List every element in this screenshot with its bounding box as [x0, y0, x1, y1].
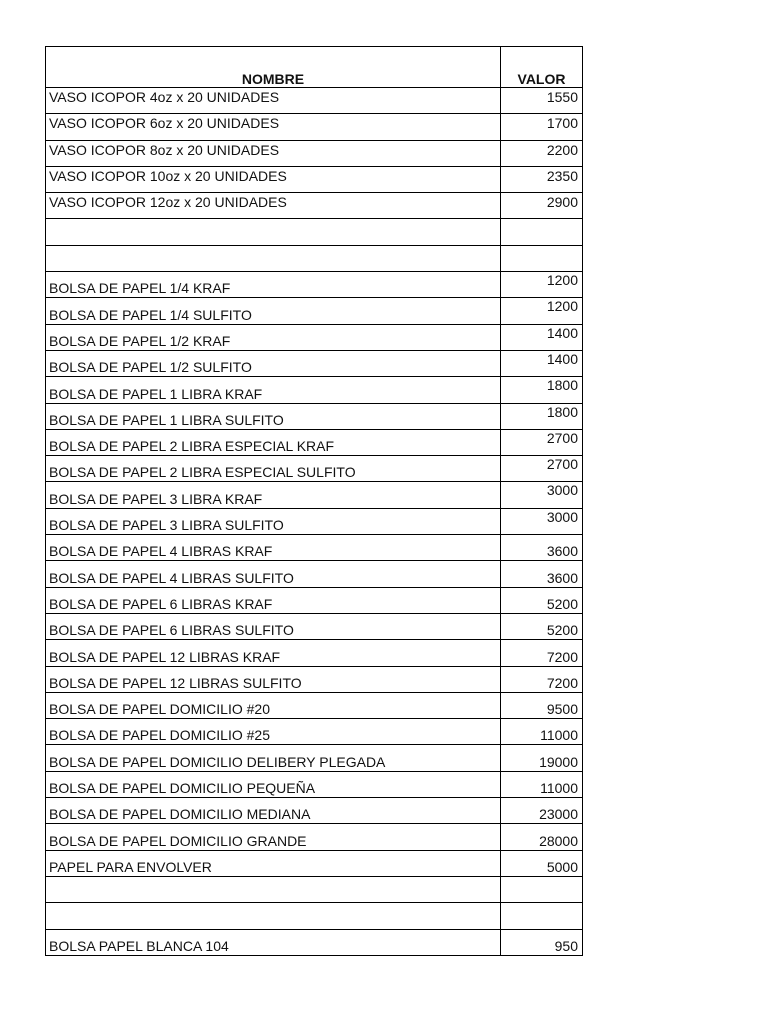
cell-valor: 2350: [501, 166, 583, 192]
cell-valor: 1200: [501, 298, 583, 324]
cell-nombre: [46, 219, 501, 245]
cell-nombre: BOLSA DE PAPEL 12 LIBRAS SULFITO: [46, 666, 501, 692]
cell-valor: 2900: [501, 193, 583, 219]
table-row: [46, 350, 583, 376]
cell-nombre: [46, 876, 501, 902]
table-row: [46, 245, 583, 271]
table-row: [46, 876, 583, 902]
cell-valor: [501, 245, 583, 271]
cell-nombre: BOLSA DE PAPEL 12 LIBRAS KRAF: [46, 640, 501, 666]
cell-nombre: BOLSA DE PAPEL 1/2 KRAF: [46, 324, 501, 350]
table-row: [46, 88, 583, 114]
cell-nombre: BOLSA DE PAPEL 1 LIBRA KRAF: [46, 377, 501, 403]
table-row: [46, 482, 583, 508]
cell-valor: 19000: [501, 745, 583, 771]
table-row: [46, 508, 583, 534]
cell-nombre: [46, 903, 501, 929]
cell-valor: 9500: [501, 692, 583, 718]
cell-nombre: BOLSA DE PAPEL DOMICILIO GRANDE: [46, 824, 501, 850]
table-row: [46, 824, 583, 850]
table-row: [46, 613, 583, 639]
cell-nombre: BOLSA DE PAPEL 1/4 KRAF: [46, 272, 501, 298]
cell-nombre: BOLSA DE PAPEL 6 LIBRAS KRAF: [46, 587, 501, 613]
cell-nombre: BOLSA DE PAPEL 4 LIBRAS SULFITO: [46, 561, 501, 587]
table-row: [46, 771, 583, 797]
cell-nombre: BOLSA DE PAPEL 1/2 SULFITO: [46, 350, 501, 376]
column-header-nombre: NOMBRE: [46, 47, 501, 88]
cell-valor: [501, 876, 583, 902]
cell-nombre: BOLSA DE PAPEL 2 LIBRA ESPECIAL SULFITO: [46, 456, 501, 482]
cell-valor: 3600: [501, 535, 583, 561]
table-row: [46, 587, 583, 613]
cell-valor: 1200: [501, 272, 583, 298]
cell-valor: 1550: [501, 88, 583, 114]
table-row: [46, 429, 583, 455]
table-row: [46, 324, 583, 350]
cell-valor: 7200: [501, 666, 583, 692]
cell-nombre: BOLSA DE PAPEL 1 LIBRA SULFITO: [46, 403, 501, 429]
cell-nombre: [46, 245, 501, 271]
table-header-row: [46, 47, 583, 88]
cell-valor: 2200: [501, 140, 583, 166]
cell-nombre: BOLSA DE PAPEL DOMICILIO MEDIANA: [46, 798, 501, 824]
table-row: [46, 403, 583, 429]
cell-nombre: BOLSA DE PAPEL DOMICILIO PEQUEÑA: [46, 771, 501, 797]
cell-nombre: BOLSA DE PAPEL 4 LIBRAS KRAF: [46, 535, 501, 561]
cell-nombre: BOLSA DE PAPEL 2 LIBRA ESPECIAL KRAF: [46, 429, 501, 455]
table-row: [46, 929, 583, 955]
table-row: [46, 272, 583, 298]
table-row: [46, 719, 583, 745]
cell-nombre: BOLSA PAPEL BLANCA 104: [46, 929, 501, 955]
cell-nombre: BOLSA DE PAPEL 3 LIBRA KRAF: [46, 482, 501, 508]
cell-valor: 5000: [501, 850, 583, 876]
table-row: [46, 298, 583, 324]
cell-nombre: VASO ICOPOR 12oz x 20 UNIDADES: [46, 193, 501, 219]
cell-valor: 2700: [501, 456, 583, 482]
cell-valor: 7200: [501, 640, 583, 666]
table-row: [46, 850, 583, 876]
cell-nombre: VASO ICOPOR 8oz x 20 UNIDADES: [46, 140, 501, 166]
table-row: [46, 903, 583, 929]
cell-nombre: BOLSA DE PAPEL DOMICILIO #25: [46, 719, 501, 745]
table-row: [46, 456, 583, 482]
cell-valor: 3000: [501, 508, 583, 534]
cell-valor: 1700: [501, 114, 583, 140]
cell-valor: 11000: [501, 719, 583, 745]
table-row: [46, 798, 583, 824]
table-row: [46, 561, 583, 587]
cell-nombre: BOLSA DE PAPEL 3 LIBRA SULFITO: [46, 508, 501, 534]
cell-valor: 3600: [501, 561, 583, 587]
table-row: [46, 166, 583, 192]
cell-nombre: VASO ICOPOR 10oz x 20 UNIDADES: [46, 166, 501, 192]
cell-valor: 11000: [501, 771, 583, 797]
table-body: [46, 88, 583, 956]
table-row: [46, 377, 583, 403]
table-row: [46, 692, 583, 718]
cell-valor: 2700: [501, 429, 583, 455]
table-row: [46, 193, 583, 219]
cell-valor: 1800: [501, 377, 583, 403]
cell-nombre: BOLSA DE PAPEL 6 LIBRAS SULFITO: [46, 613, 501, 639]
cell-valor: 23000: [501, 798, 583, 824]
cell-valor: 950: [501, 929, 583, 955]
cell-nombre: BOLSA DE PAPEL 1/4 SULFITO: [46, 298, 501, 324]
cell-valor: 3000: [501, 482, 583, 508]
table-row: [46, 640, 583, 666]
cell-valor: [501, 903, 583, 929]
table-row: [46, 745, 583, 771]
cell-valor: 5200: [501, 587, 583, 613]
table-row: [46, 219, 583, 245]
table-row: [46, 666, 583, 692]
cell-valor: 5200: [501, 613, 583, 639]
cell-nombre: VASO ICOPOR 4oz x 20 UNIDADES: [46, 88, 501, 114]
cell-valor: 1800: [501, 403, 583, 429]
cell-valor: 28000: [501, 824, 583, 850]
cell-valor: 1400: [501, 324, 583, 350]
cell-nombre: BOLSA DE PAPEL DOMICILIO #20: [46, 692, 501, 718]
cell-nombre: PAPEL PARA ENVOLVER: [46, 850, 501, 876]
table-row: [46, 535, 583, 561]
cell-nombre: VASO ICOPOR 6oz x 20 UNIDADES: [46, 114, 501, 140]
column-header-valor: VALOR: [501, 47, 583, 88]
price-table: [45, 46, 583, 956]
table-row: [46, 114, 583, 140]
cell-valor: [501, 219, 583, 245]
cell-nombre: BOLSA DE PAPEL DOMICILIO DELIBERY PLEGADA: [46, 745, 501, 771]
table-row: [46, 140, 583, 166]
cell-valor: 1400: [501, 350, 583, 376]
